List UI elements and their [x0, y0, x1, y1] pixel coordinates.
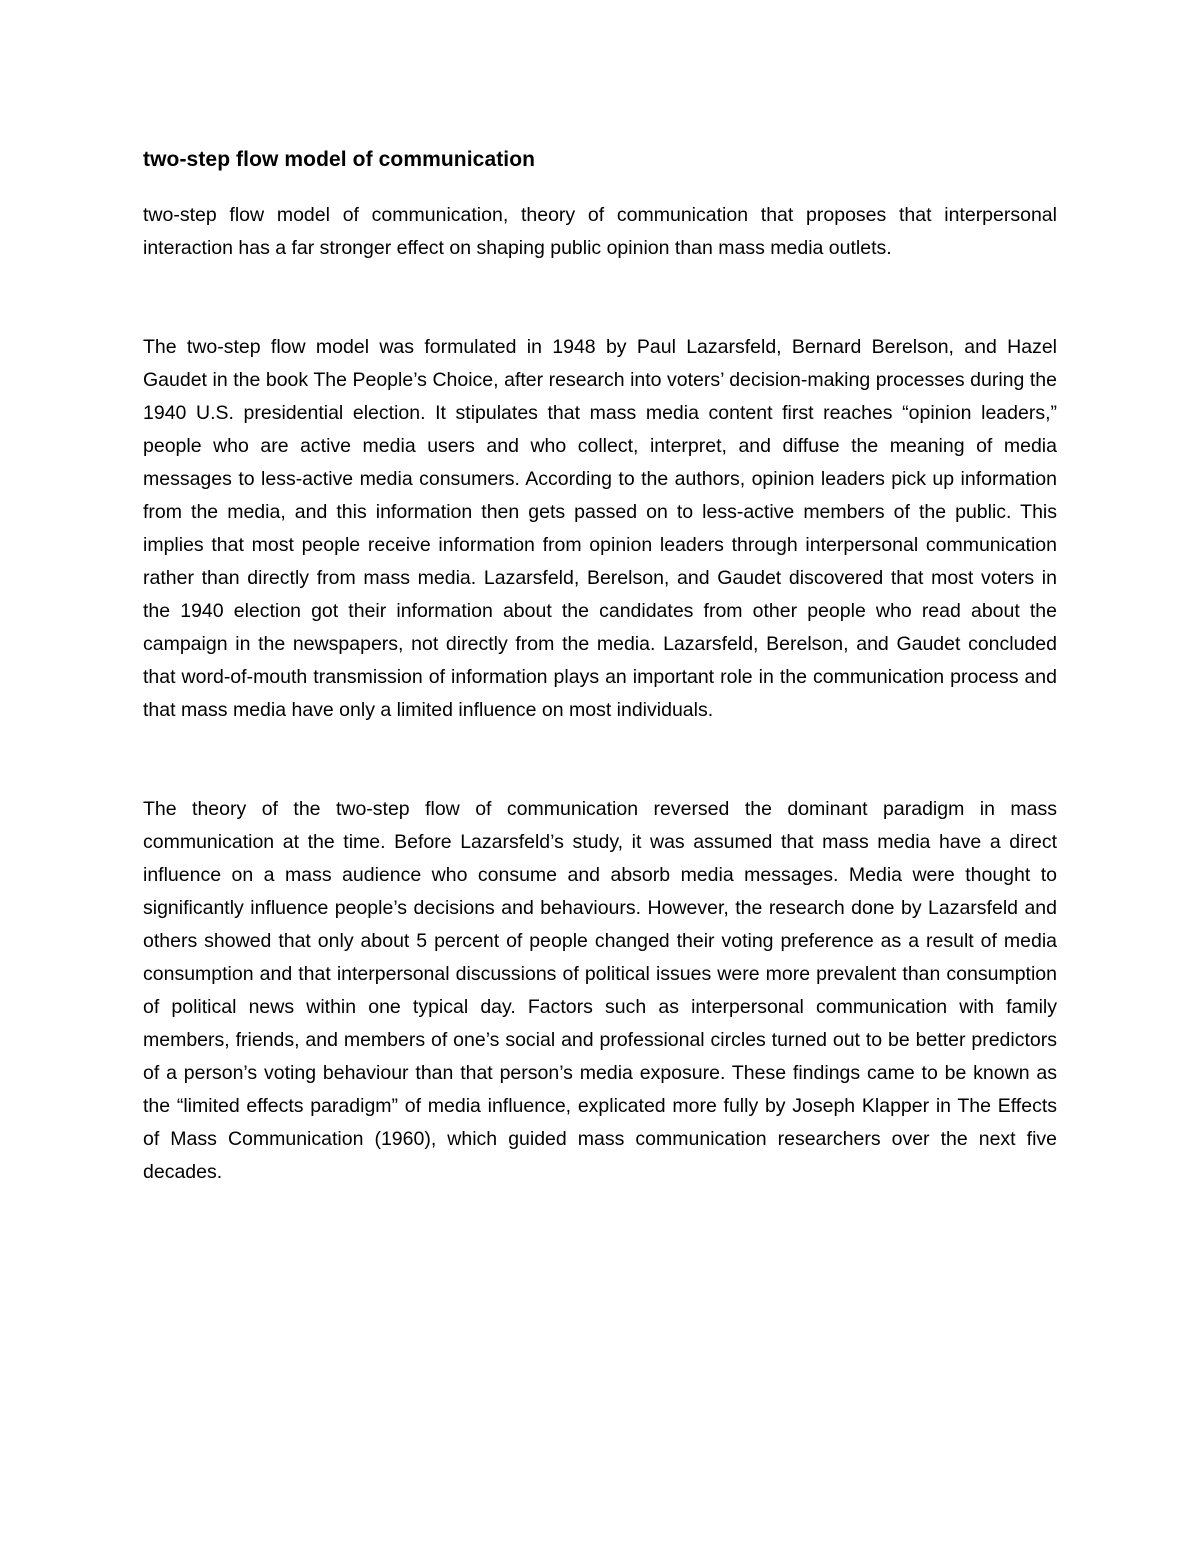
paragraph-history: The two-step flow model was formulated in 1948 by Paul Lazarsfeld, Bernard Berelson, and Hazel Gaudet in the book The People’s Choice, after research into voters’ decision-making processes during the 1940 U.S. presidential election. It stipulates that mass media content first reaches “opinion leaders,” people who are active media users and who collect, interpret, and diffuse the meaning of media messages to less-active media consumers. According to the authors, opinion leaders pick up information from the media, and this information then gets passed on to less-active members of the public. This implies that most people receive information from opinion leaders through interpersonal communication rather than directly from mass media. Lazarsfeld, Berelson, and Gaudet discovered that most voters in the 1940 election got their information about the candidates from other people who read about the campaign in the newspapers, not directly from the media. Lazarsfeld, Berelson, and Gaudet concluded that word-of-mouth transmission of information plays an important role in the communication process and that mass media have only a limited influence on most individuals. — [143, 336, 1057, 721]
paragraph-impact: The theory of the two-step flow of communication reversed the dominant paradigm in mass communication at the time. Before Lazarsfeld’s study, it was assumed that mass media have a direct influence on a mass audience who consume and absorb media messages. Media were thought to significantly influence people’s decisions and behaviours. However, the research done by Lazarsfeld and others showed that only about 5 percent of people changed their voting preference as a result of media consumption and that interpersonal discussions of political issues were more prevalent than consumption of political news within one typical day. Factors such as interpersonal communication with family members, friends, and members of one’s social and professional circles turned out to be better predictors of a person’s voting behaviour than that person’s media exposure. These findings came to be known as the “limited effects paradigm” of media influence, explicated more fully by Joseph Klapper in The Effects of Mass Communication (1960), which guided mass communication researchers over the next five decades. — [143, 798, 1057, 1183]
paragraph-definition: two-step flow model of communication, theory of communication that proposes that interpersonal interaction has a far stronger effect on shaping public opinion than mass media outlets. — [143, 204, 1057, 259]
document-body — [143, 145, 1057, 1189]
document-title: two-step flow model of communication — [143, 148, 536, 171]
paragraph-spacer — [143, 265, 1057, 331]
paragraph-spacer — [143, 727, 1057, 793]
